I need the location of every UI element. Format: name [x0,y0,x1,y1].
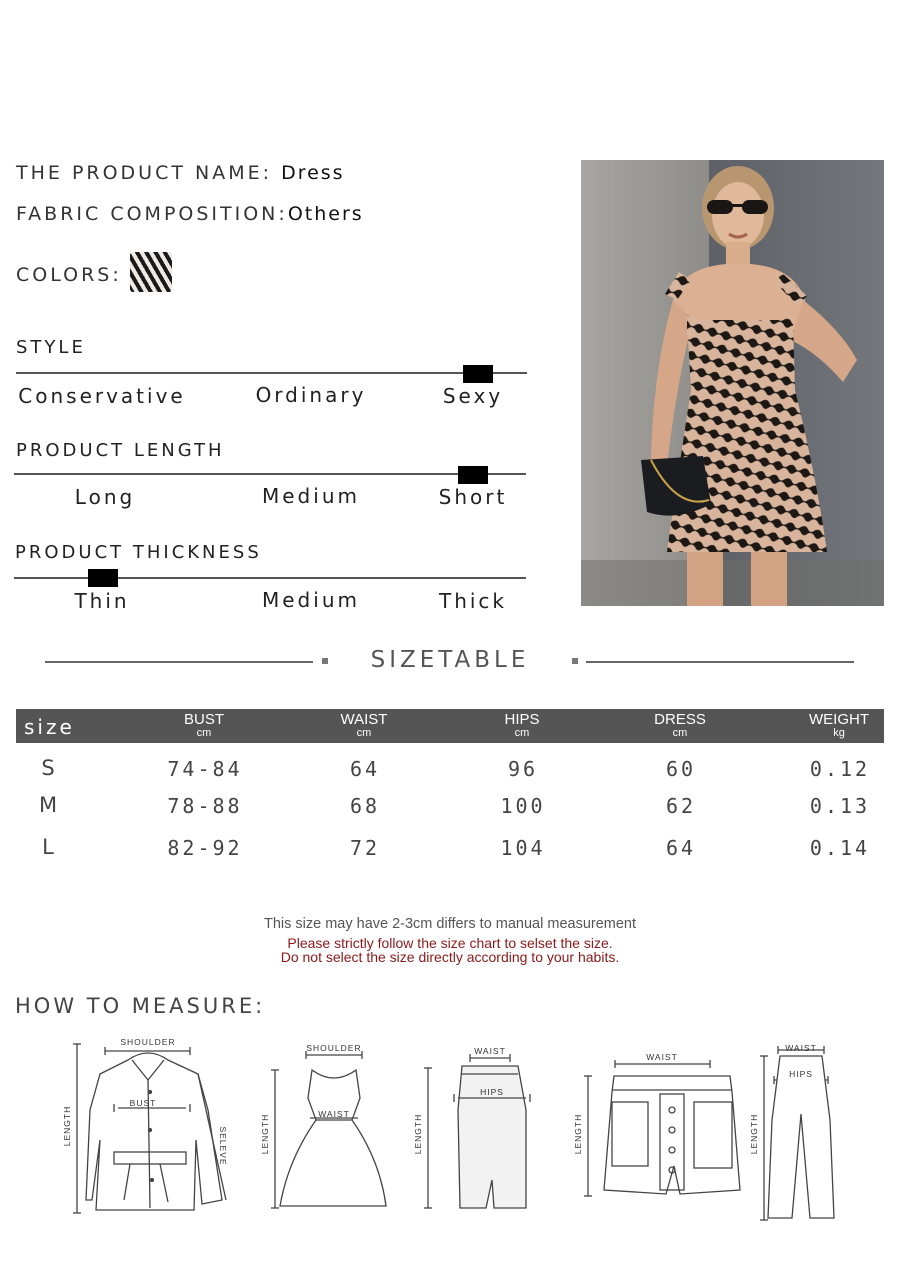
color-swatch-zebra[interactable] [130,252,172,292]
row-m-size: M [38,793,58,817]
length-marker [458,466,488,484]
row-s-waist: 64 [349,757,381,781]
product-photo-illustration [581,160,884,606]
measure-diagrams [40,1030,880,1230]
dress-waist-label: WAIST [318,1109,350,1119]
fabric-label: FABRIC COMPOSITION: [16,203,288,225]
sizetable-dot-left [322,658,328,664]
product-photo [581,160,884,606]
style-option-ordinary: Ordinary [255,383,367,407]
pants-hips-label: HIPS [789,1069,813,1079]
dress-shoulder-label: SHOULDER [306,1043,362,1053]
row-s-hips: 96 [507,757,539,781]
length-scale-line [14,473,526,475]
length-title: PRODUCT LENGTH [16,440,225,461]
colors-label: COLORS: [16,264,122,286]
style-option-sexy: Sexy [442,384,504,408]
header-weight [789,712,889,739]
note-measurement: This size may have 2-3cm differs to manual measurement [263,916,637,932]
header-hips-name: HIPS [504,711,540,728]
dress-diagram [271,1051,386,1208]
sizetable-rule-left [45,661,313,663]
shorts-waist-label: WAIST [646,1052,678,1062]
row-s-dress: 60 [665,757,697,781]
sizetable-rule-right [586,661,854,663]
thickness-option-thick: Thick [438,589,508,613]
product-name-row [16,162,345,184]
row-m-dress: 62 [665,794,697,818]
length-option-medium: Medium [262,484,360,508]
skirt-diagram [424,1054,530,1208]
row-m-waist: 68 [349,794,381,818]
row-l-weight: 0.14 [809,836,871,860]
style-title: STYLE [16,337,86,358]
row-m-bust: 78-88 [167,794,243,818]
row-s-size: S [41,756,55,780]
header-hips [472,712,572,739]
shorts-length-label: LENGTH [573,1113,583,1155]
skirt-hips-label: HIPS [480,1087,504,1097]
jacket-sleeve-label: SELEVE [218,1126,228,1166]
thickness-marker [88,569,118,587]
style-scale-line [16,372,527,374]
header-waist [314,712,414,739]
how-to-measure-title: HOW TO MEASURE: [15,994,266,1018]
row-l-hips: 104 [500,836,546,860]
dress-length-label: LENGTH [260,1113,270,1155]
row-l-waist: 72 [349,836,381,860]
sizetable-dot-right [572,658,578,664]
product-name-label: THE PRODUCT NAME: [16,162,273,184]
product-name-value: Dress [281,162,345,184]
header-waist-unit: cm [356,727,372,739]
jacket-diagram [73,1044,226,1213]
row-l-bust: 82-92 [167,836,243,860]
header-dress-name: DRESS [654,711,706,728]
row-l-size: L [42,835,54,859]
sizetable-title: SIZETABLE [370,647,530,673]
skirt-length-label: LENGTH [413,1113,423,1155]
header-dress [630,712,730,739]
fabric-value: Others [287,203,364,225]
header-hips-unit: cm [514,727,530,739]
note-habits: Do not select the size directly according to your habits. [280,949,620,965]
header-size: size [24,715,75,739]
thickness-option-thin: Thin [74,589,130,613]
row-m-weight: 0.13 [809,794,871,818]
row-m-hips: 100 [500,794,546,818]
jacket-shoulder-label: SHOULDER [120,1037,176,1047]
header-bust-name: BUST [183,711,224,728]
size-table-header [16,709,884,743]
row-l-dress: 64 [665,836,697,860]
pants-waist-label: WAIST [785,1043,817,1053]
shorts-diagram [584,1060,740,1196]
thickness-title: PRODUCT THICKNESS [15,542,262,563]
jacket-bust-label: BUST [129,1098,157,1108]
header-bust [154,712,254,739]
pants-length-label: LENGTH [749,1113,759,1155]
length-option-short: Short [438,485,508,509]
skirt-waist-label: WAIST [474,1046,506,1056]
row-s-bust: 74-84 [167,757,243,781]
header-weight-unit: kg [833,727,845,739]
style-marker [463,365,493,383]
style-option-conservative: Conservative [18,384,186,408]
length-option-long: Long [74,485,136,509]
header-bust-unit: cm [196,727,212,739]
header-waist-name: WAIST [340,711,388,728]
row-s-weight: 0.12 [809,757,871,781]
header-weight-name: WEIGHT [809,711,869,728]
header-dress-unit: cm [672,727,688,739]
fabric-row [16,203,364,225]
thickness-option-medium: Medium [262,588,360,612]
jacket-length-label: LENGTH [62,1105,72,1147]
note-follow-chart: Please strictly follow the size chart to selset the size. [287,935,613,951]
